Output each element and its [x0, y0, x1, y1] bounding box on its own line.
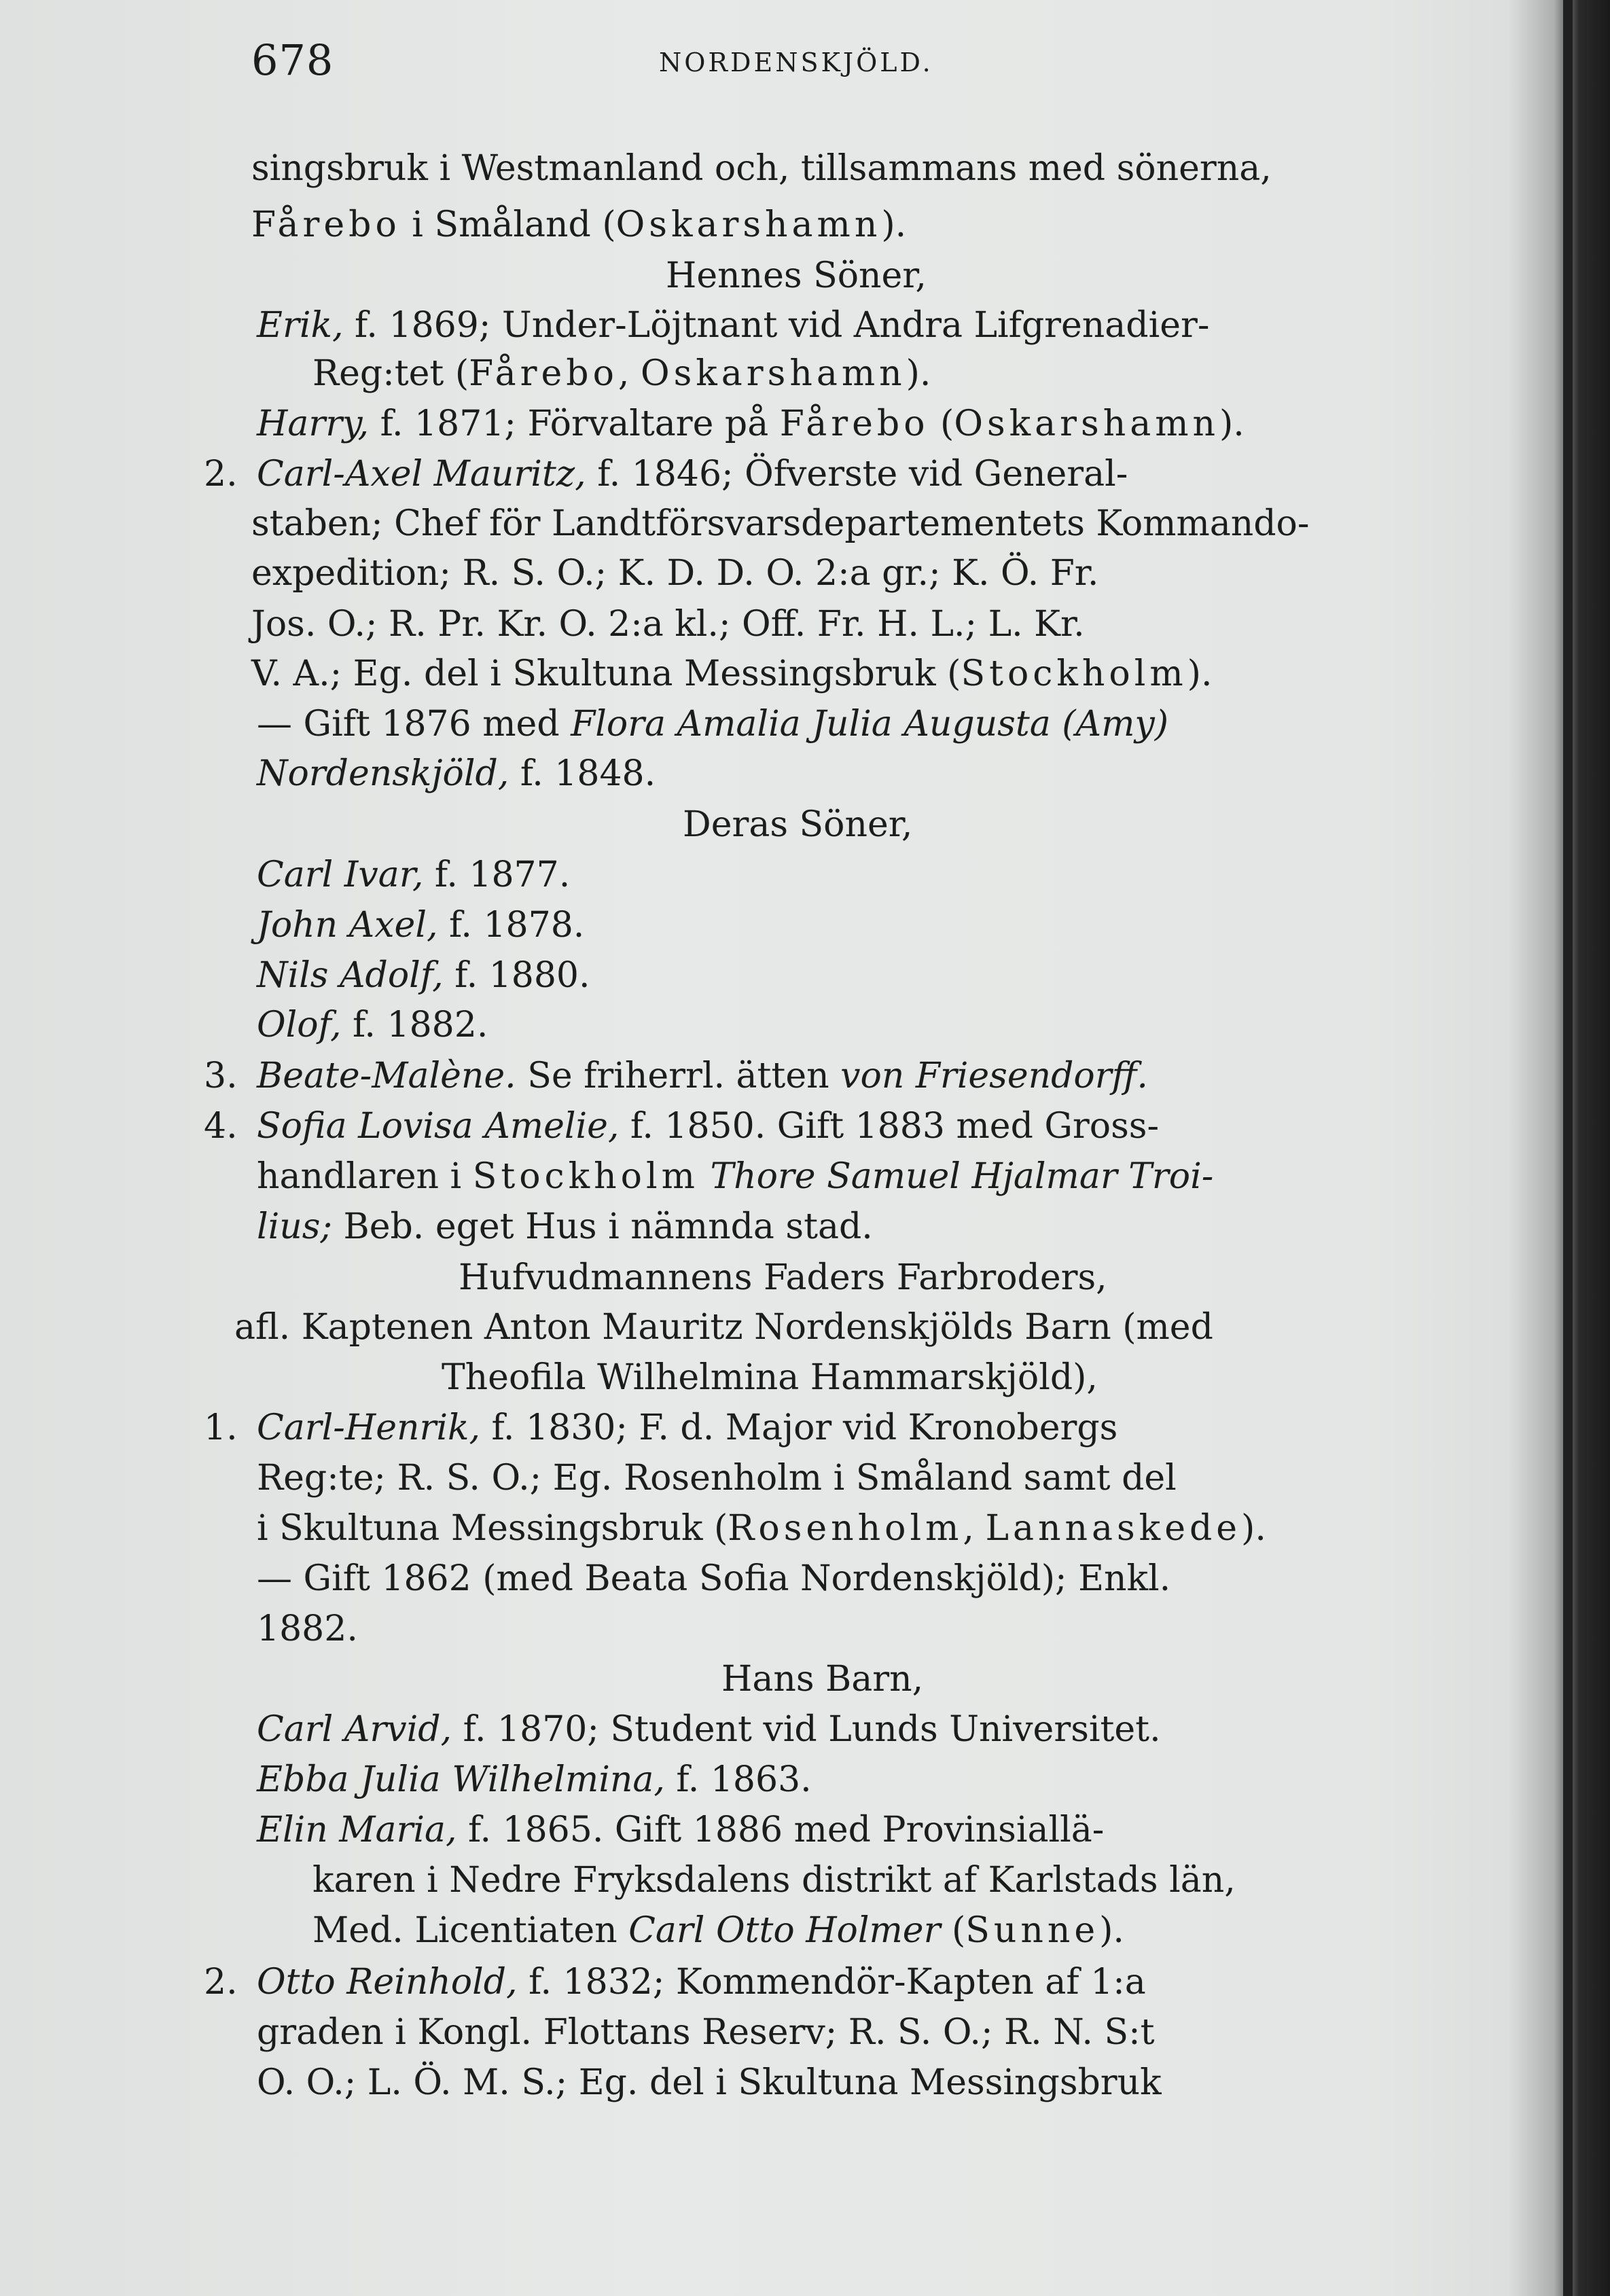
text-line: Carl-Axel Mauritz, f. 1846; Öfverste vid General- [257, 454, 1128, 495]
text-line: Sofia Lovisa Amelie, f. 1850. Gift 1883 med Gross- [257, 1106, 1160, 1147]
text-line: Reg:tet (Fårebo, Oskarshamn). [312, 353, 931, 394]
section-heading: Hennes Söner, [666, 255, 927, 296]
entry-number: 1. [204, 1407, 238, 1448]
text-line: expedition; R. S. O.; K. D. D. O. 2:a gr.; K. Ö. Fr. [251, 553, 1099, 594]
text-line: Carl Arvid, f. 1870; Student vid Lunds Universitet. [257, 1709, 1161, 1750]
text-line: i Skultuna Messingsbruk (Rosenholm, Lannaskede). [257, 1508, 1266, 1549]
section-heading: Hufvudmannens Faders Farbroders, [459, 1257, 1107, 1298]
section-heading: afl. Kaptenen Anton Mauritz Nordenskjölds Barn (med [234, 1307, 1213, 1348]
book-spine-shadow [1508, 0, 1610, 2296]
text-line: karen i Nedre Fryksdalens distrikt af Karlstads län, [312, 1860, 1236, 1901]
entry-number: 2. [204, 1962, 238, 2003]
text-line: handlaren i Stockholm Thore Samuel Hjalmar Troi- [257, 1156, 1214, 1197]
text-line: Jos. O.; R. Pr. Kr. O. 2:a kl.; Off. Fr. H. L.; L. Kr. [251, 604, 1085, 645]
book-binding-edge [1563, 0, 1573, 2296]
text-line: Nordenskjöld, f. 1848. [257, 753, 656, 794]
entry-number: 4. [204, 1106, 238, 1147]
text-line: V. A.; Eg. del i Skultuna Messingsbruk (Stockholm). [251, 653, 1213, 694]
text-line: Elin Maria, f. 1865. Gift 1886 med Provinsiallä- [257, 1810, 1105, 1850]
text-line: — Gift 1876 med Flora Amalia Julia Augusta (Amy) [257, 704, 1169, 745]
text-line: singsbruk i Westmanland och, tillsammans med sönerna, [251, 148, 1272, 189]
page-number: 678 [251, 35, 334, 85]
text-line: Harry, f. 1871; Förvaltare på Fårebo (Oskarshamn). [257, 403, 1245, 444]
text-line: Carl Ivar, f. 1877. [257, 855, 571, 895]
section-heading: Hans Barn, [721, 1659, 924, 1700]
text-line: Reg:te; R. S. O.; Eg. Rosenholm i Småland samt del [257, 1458, 1177, 1499]
text-line: O. O.; L. Ö. M. S.; Eg. del i Skultuna Messingsbruk [257, 2062, 1162, 2103]
text-line: Beate-Malène. Se friherrl. ätten von Friesendorff. [257, 1056, 1148, 1096]
text-line: graden i Kongl. Flottans Reserv; R. S. O.; R. N. S:t [257, 2012, 1155, 2053]
text-line: Nils Adolf, f. 1880. [257, 955, 590, 996]
text-line: Carl-Henrik, f. 1830; F. d. Major vid Kronobergs [257, 1407, 1118, 1448]
text-line: — Gift 1862 (med Beata Sofia Nordenskjöld); Enkl. [257, 1558, 1171, 1599]
text-line: lius; Beb. eget Hus i nämnda stad. [257, 1206, 873, 1247]
text-line: 1882. [257, 1609, 358, 1649]
page-header [251, 35, 1406, 96]
running-head: NORDENSKJÖLD. [659, 48, 933, 77]
text-line: staben; Chef för Landtförsvarsdepartementets Kommando- [251, 503, 1310, 544]
entry-number: 2. [204, 454, 238, 495]
entry-number: 3. [204, 1056, 238, 1096]
text-line: Otto Reinhold, f. 1832; Kommendör-Kapten af 1:a [257, 1962, 1146, 2003]
section-heading: Deras Söner, [683, 804, 913, 845]
text-line: Erik, f. 1869; Under-Löjtnant vid Andra Lifgrenadier- [257, 305, 1210, 346]
text-line: Ebba Julia Wilhelmina, f. 1863. [257, 1759, 812, 1800]
section-heading: Theofila Wilhelmina Hammarskjöld), [442, 1357, 1098, 1398]
text-line: Fårebo i Småland (Oskarshamn). [251, 204, 907, 245]
text-line: Med. Licentiaten Carl Otto Holmer (Sunne). [312, 1910, 1124, 1951]
text-line: Olof, f. 1882. [257, 1005, 488, 1045]
text-line: John Axel, f. 1878. [257, 905, 585, 946]
